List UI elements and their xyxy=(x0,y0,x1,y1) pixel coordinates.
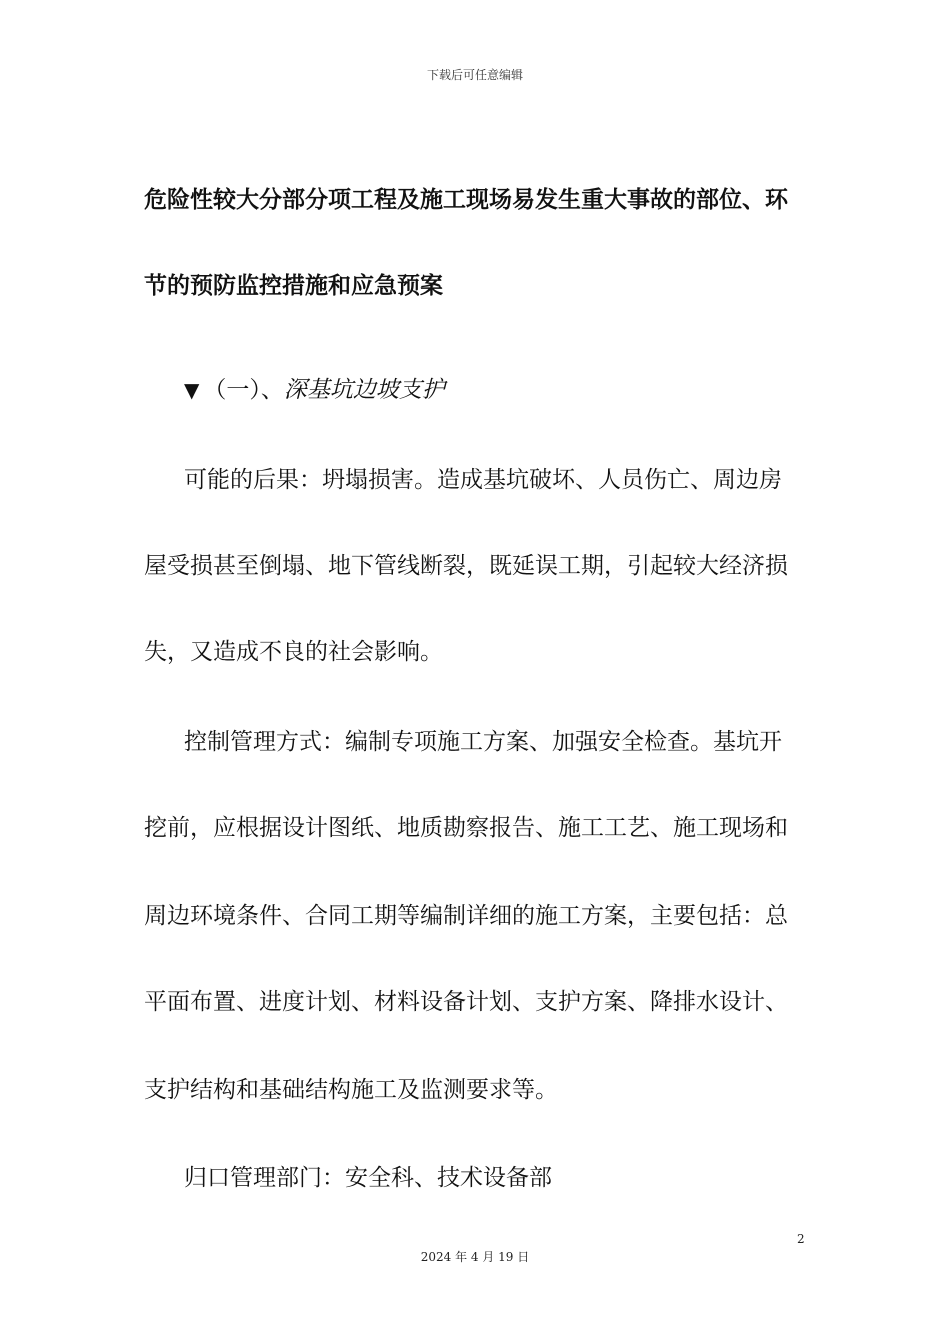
paragraph-line: 平面布置、进度计划、材料设备计划、支护方案、降排水设计、 xyxy=(144,989,788,1015)
footer-date: 2024 年 4 月 19 日 xyxy=(420,1250,530,1264)
section-title: 深基坑边坡支护 xyxy=(283,377,445,403)
paragraph-line: 控制管理方式：编制专项施工方案、加强安全检查。基坑开 xyxy=(184,729,782,755)
section-heading xyxy=(184,368,445,412)
paragraph-line: 周边环境条件、合同工期等编制详细的施工方案，主要包括：总 xyxy=(144,903,788,929)
paragraph-line: 支护结构和基础结构施工及监测要求等。 xyxy=(144,1077,558,1103)
document-title-line-1: 危险性较大分部分项工程及施工现场易发生重大事故的部位、环 xyxy=(144,187,788,213)
section-number: （一）、 xyxy=(203,377,284,403)
paragraph-line: 归口管理部门：安全科、技术设备部 xyxy=(184,1165,552,1191)
page-number: 2 xyxy=(797,1232,805,1246)
document-title-line-2: 节的预防监控措施和应急预案 xyxy=(144,273,443,299)
header-note: 下载后可任意编辑 xyxy=(426,68,523,82)
paragraph-line: 屋受损甚至倒塌、地下管线断裂，既延误工期，引起较大经济损 xyxy=(144,553,788,579)
paragraph-line: 挖前，应根据设计图纸、地质勘察报告、施工工艺、施工现场和 xyxy=(144,815,788,841)
paragraph-line: 可能的后果：坍塌损害。造成基坑破坏、人员伤亡、周边房 xyxy=(184,467,782,493)
collapse-triangle-icon[interactable]: ▼ xyxy=(184,378,200,402)
paragraph-line: 失，又造成不良的社会影响。 xyxy=(144,639,443,665)
